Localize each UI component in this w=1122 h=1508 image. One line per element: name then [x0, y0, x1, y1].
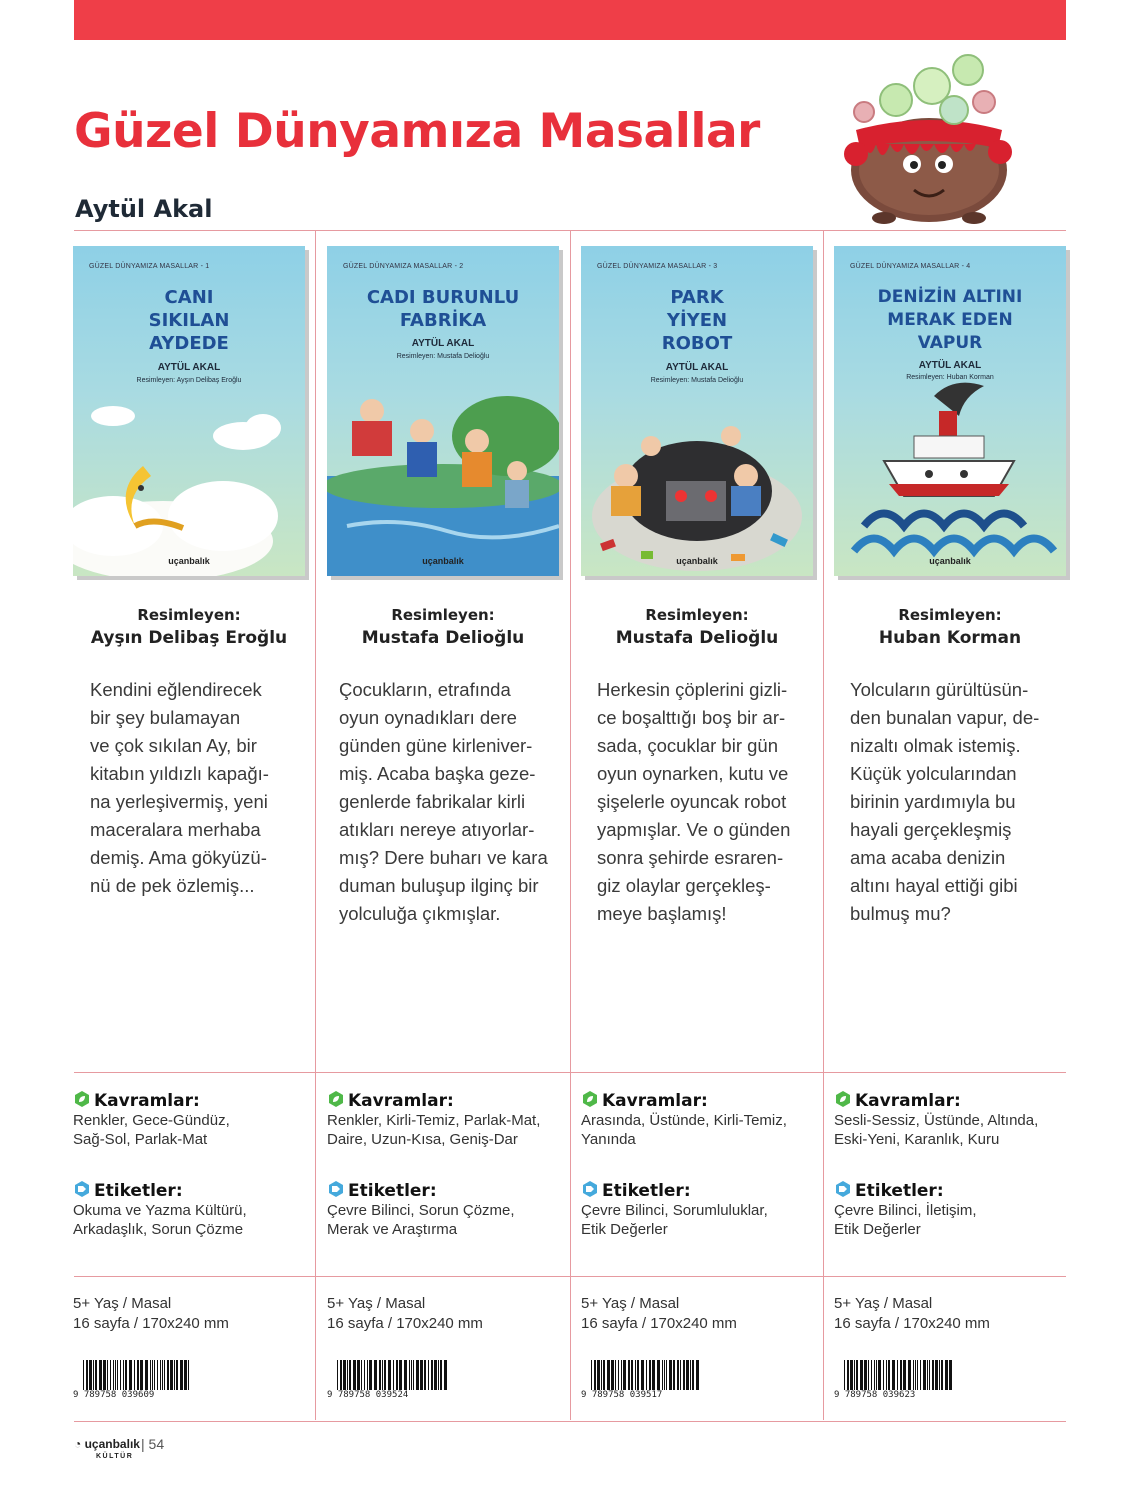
book-cover[interactable] [327, 246, 559, 576]
hexagon-tag-icon [834, 1180, 852, 1198]
author-name: Aytül Akal [75, 195, 213, 223]
cover-title: CADI BURUNLU FABRİKA [366, 287, 520, 331]
cover-series-label: GÜZEL DÜNYAMIZA MASALLAR - 4 [850, 263, 971, 270]
footer-publisher-logo: ◔ uçanbalık KÜLTÜR [74, 1437, 140, 1460]
tags-heading: Etiketler: [327, 1180, 437, 1201]
book-cover[interactable] [581, 246, 813, 576]
children-by-river-icon [327, 376, 559, 576]
cover-author: AYTÜL AKAL [411, 338, 475, 349]
illustrator-label: Resimleyen: [391, 606, 495, 624]
cover-author: AYTÜL AKAL [665, 362, 729, 373]
book-description: Herkesin çöplerini gizli- ce boşalttığı boş bir ar- sada, çocuklar bir gün oyun oynarken, kutu ve şişelerle oyuncak robot yapmışlar. Ve o günden sonra şehirde esraren- giz olaylar gerçekleş- meye başlamış! [597, 679, 791, 924]
cover-series-label: GÜZEL DÜNYAMIZA MASALLAR - 1 [89, 263, 210, 270]
book-card [73, 230, 327, 1420]
book-meta: 5+ Yaş / Masal 16 sayfa / 170x240 mm [327, 1295, 483, 1332]
concepts-list: Renkler, Gece-Gündüz, Sağ-Sol, Parlak-Mat [73, 1112, 230, 1148]
concepts-list: Renkler, Kirli-Temiz, Parlak-Mat, Daire, Uzun-Kısa, Geniş-Dar [327, 1112, 541, 1148]
hexagon-leaf-icon [834, 1090, 852, 1108]
book-card [834, 230, 1088, 1420]
hexagon-tag-icon [581, 1180, 599, 1198]
footer-divider [74, 1421, 1066, 1422]
cover-publisher-logo: uçanbalık [929, 556, 971, 566]
cover-publisher-logo: uçanbalık [168, 556, 210, 566]
tags-heading: Etiketler: [834, 1180, 944, 1201]
book-cover[interactable] [834, 246, 1066, 576]
book-card [581, 230, 835, 1420]
isbn-number: 9 789758 039623 [834, 1390, 916, 1400]
cover-illustrator: Resimleyen: Ayşın Delibaş Eroğlu [136, 377, 242, 384]
hexagon-tag-icon [327, 1180, 345, 1198]
concepts-heading: Kavramlar: [73, 1090, 200, 1111]
tags-list: Çevre Bilinci, İletişim, Etik Değerler [834, 1202, 977, 1238]
steamship-on-waves-icon [834, 376, 1066, 576]
isbn-number: 9 789758 039517 [581, 1390, 663, 1400]
book-meta: 5+ Yaş / Masal 16 sayfa / 170x240 mm [581, 1295, 737, 1332]
isbn-number: 9 789758 039609 [73, 1390, 155, 1400]
cover-publisher-logo: uçanbalık [422, 556, 464, 566]
concepts-list: Arasında, Üstünde, Kirli-Temiz, Yanında [581, 1112, 787, 1148]
tags-list: Çevre Bilinci, Sorun Çözme, Merak ve Araştırma [327, 1202, 515, 1238]
hexagon-leaf-icon [581, 1090, 599, 1108]
cover-publisher-logo: uçanbalık [676, 556, 718, 566]
concepts-heading: Kavramlar: [581, 1090, 708, 1111]
illustrator-label: Resimleyen: [645, 606, 749, 624]
page-title: Güzel Dünyamıza Masallar [74, 104, 760, 159]
book-description: Kendini eğlendirecek bir şey bulamayan ve çok sıkılan Ay, bir kitabın yıldızlı kapağı- na yerleşivermiş, yeni maceralara merhaba demiş. Ama gökyüzü- nü de pek özlemiş... [90, 679, 269, 896]
cover-title: CANI SIKILAN AYDEDE [148, 287, 230, 354]
page-number: | 54 [141, 1436, 165, 1452]
top-accent-bar [74, 0, 1066, 40]
junk-robot-icon [581, 376, 813, 576]
cover-title: PARK YİYEN ROBOT [661, 287, 733, 354]
tags-heading: Etiketler: [581, 1180, 691, 1201]
illustrator-label: Resimleyen: [137, 606, 241, 624]
hexagon-tag-icon [73, 1180, 91, 1198]
concepts-heading: Kavramlar: [327, 1090, 454, 1111]
cover-series-label: GÜZEL DÜNYAMIZA MASALLAR - 2 [343, 263, 464, 270]
cover-author: AYTÜL AKAL [157, 362, 221, 373]
crescent-moon-on-cloud-icon [73, 376, 305, 576]
tags-list: Çevre Bilinci, Sorumluluklar, Etik Değerler [581, 1202, 768, 1238]
illustrator-name: Mustafa Delioğlu [615, 628, 779, 648]
book-meta: 5+ Yaş / Masal 16 sayfa / 170x240 mm [834, 1295, 990, 1332]
book-card [327, 230, 581, 1420]
concepts-list: Sesli-Sessiz, Üstünde, Altında, Eski-Yeni, Karanlık, Kuru [834, 1112, 1039, 1148]
hexagon-leaf-icon [73, 1090, 91, 1108]
illustrator-label: Resimleyen: [898, 606, 1002, 624]
book-cover[interactable] [73, 246, 305, 576]
illustrator-name: Huban Korman [878, 628, 1022, 648]
book-meta: 5+ Yaş / Masal 16 sayfa / 170x240 mm [73, 1295, 229, 1332]
tags-heading: Etiketler: [73, 1180, 183, 1201]
cover-series-label: GÜZEL DÜNYAMIZA MASALLAR - 3 [597, 263, 718, 270]
cover-author: AYTÜL AKAL [918, 360, 982, 371]
cauldron-mascot-icon [834, 52, 1024, 228]
tags-list: Okuma ve Yazma Kültürü, Arkadaşlık, Sorun Çözme [73, 1202, 247, 1238]
cover-title: DENİZİN ALTINI MERAK EDEN VAPUR [877, 287, 1023, 353]
cover-illustrator: Resimleyen: Mustafa Delioğlu [396, 353, 490, 360]
illustrator-name: Ayşın Delibaş Eroğlu [90, 628, 288, 648]
concepts-heading: Kavramlar: [834, 1090, 961, 1111]
cover-illustrator: Resimleyen: Mustafa Delioğlu [650, 377, 744, 384]
book-description: Çocukların, etrafında oyun oynadıkları dere günden güne kirleniver- miş. Acaba başka geze- genlerde fabrikalar kirli atıkları nereye atıyorlar- mış? Dere buharı ve kara duman buluşup ilginç bir yolculuğa çıkmışlar. [339, 679, 548, 924]
isbn-number: 9 789758 039524 [327, 1390, 409, 1400]
hexagon-leaf-icon [327, 1090, 345, 1108]
fish-logo-icon: ◔ [74, 1437, 82, 1451]
book-description: Yolcuların gürültüsün- den bunalan vapur, de- nizaltı olmak istemiş. Küçük yolcularından birinin yardımıyla bu hayali gerçekleşmiş ama acaba denizin altını hayal ettiği gibi bulmuş mu? [850, 679, 1040, 924]
illustrator-name: Mustafa Delioğlu [361, 628, 525, 648]
cover-illustrator: Resimleyen: Huban Korman [906, 374, 994, 381]
